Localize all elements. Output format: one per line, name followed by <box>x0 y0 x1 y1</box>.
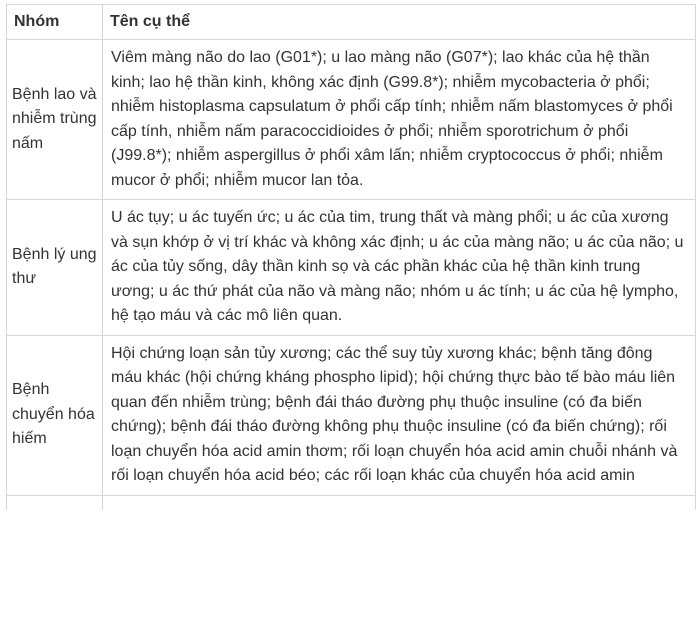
group-cell: Bệnh chuyển hóa hiếm <box>7 335 103 495</box>
detail-cell: U ác tụy; u ác tuyến ức; u ác của tim, trung thất và màng phổi; u ác của xương và sụn khớp ở vị trí khác và không xác định; u ác của màng não; u ác của não; u ác của tủy sống, dây thần kinh sọ và các phần khác của hệ thần kinh trung ương; u ác thứ phát của não và màng não; nhóm u ác tính; u ác của hệ lympho, hệ tạo máu và các mô liên quan. <box>103 200 696 336</box>
table-header-row <box>7 5 696 40</box>
table-row <box>7 335 696 495</box>
disease-table <box>6 4 696 510</box>
detail-cell: Viêm màng não do lao (G01*); u lao màng não (G07*); lao khác của hệ thần kinh; lao hệ thần kinh, không xác định (G99.8*); nhiễm mycobacteria ở phổi; nhiễm histoplasma capsulatum ở phổi cấp tính; nhiễm nấm blastomyces ở phổi cấp tính, nhiễm nấm paracoccidioides ở phổi; nhiễm sporotrichum ở phổi (J99.8*); nhiễm aspergillus ở phổi xâm lấn; nhiễm cryptococcus ở phổi; nhiễm mucor ở phổi; nhiễm mucor lan tỏa. <box>103 40 696 200</box>
detail-cell: Hội chứng loạn sản tủy xương; các thể suy tủy xương khác; bệnh tăng đông máu khác (hội chứng kháng phospho lipid); hội chứng thực bào tế bào máu liên quan đến nhiễm trùng; bệnh đái tháo đường phụ thuộc insuline (có đa biến chứng); bệnh đái tháo đường không phụ thuộc insuline (có đa biến chứng); rối loạn chuyển hóa acid amin thơm; rối loạn chuyển hóa acid amin chuỗi nhánh và rối loạn chuyển hóa acid béo; các rối loạn khác của chuyển hóa acid amin <box>103 335 696 495</box>
table-row <box>7 200 696 336</box>
table-row-partial <box>7 495 696 510</box>
table-row <box>7 40 696 200</box>
group-cell: Bệnh lý ung thư <box>7 200 103 336</box>
header-detail: Tên cụ thể <box>103 5 696 40</box>
empty-cell <box>103 495 696 510</box>
group-cell: Bệnh lao và nhiễm trùng nấm <box>7 40 103 200</box>
empty-cell <box>7 495 103 510</box>
header-group: Nhóm <box>7 5 103 40</box>
